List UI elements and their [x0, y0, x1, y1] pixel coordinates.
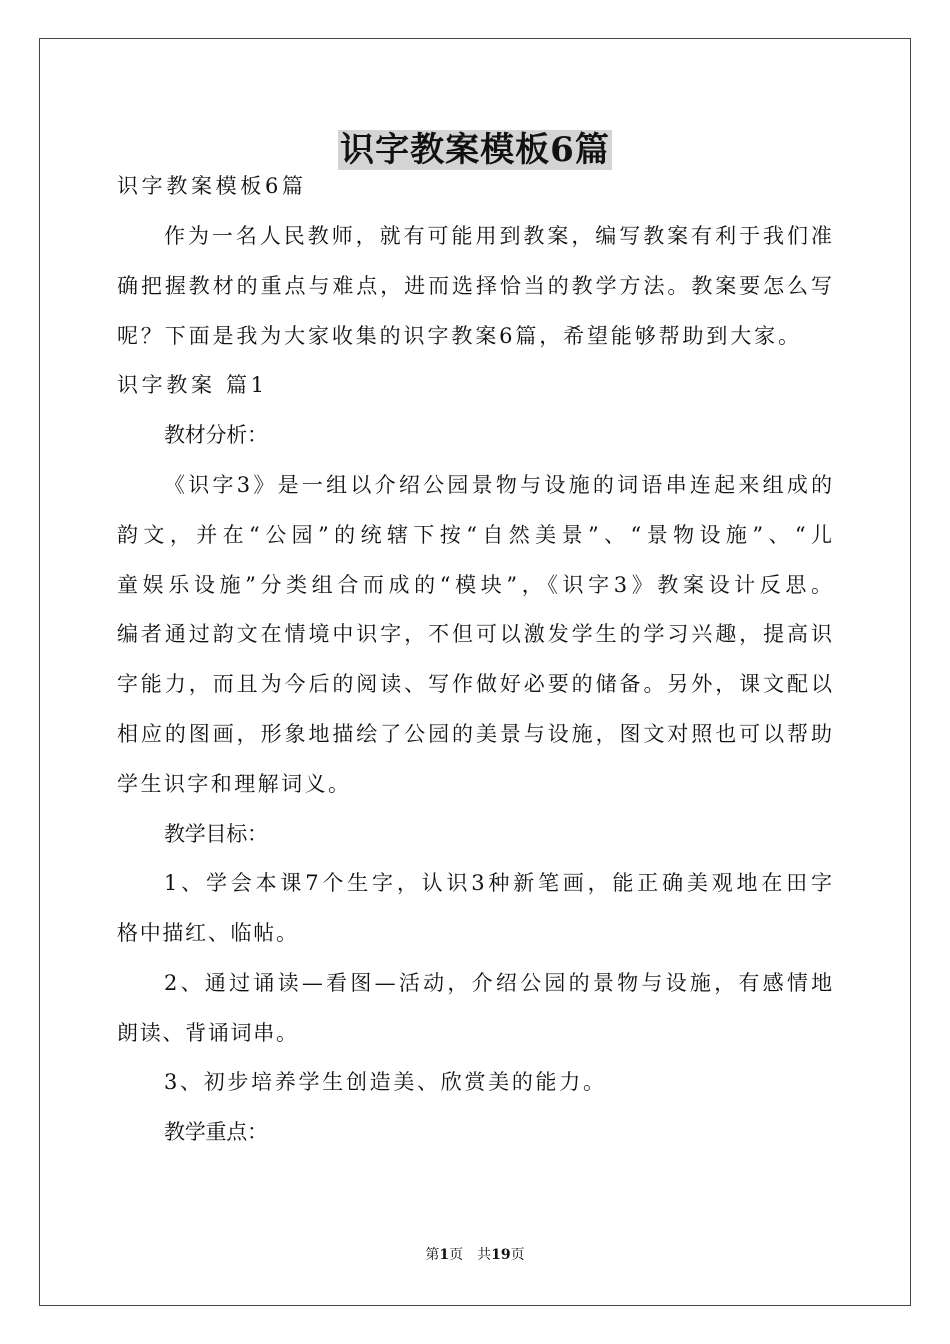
text-line: 确把握教材的重点与难点，进而选择恰当的教学方法。教案要怎么写	[117, 274, 835, 298]
text-line: 2、通过诵读—看图—活动，介绍公园的景物与设施，有感情地	[164, 971, 836, 995]
page-footer	[0, 1246, 950, 1264]
document-title: 识字教案模板6篇	[340, 130, 610, 170]
text-line: 教材分析：	[164, 423, 268, 447]
text-line: 呢？下面是我为大家收集的识字教案6篇，希望能够帮助到大家。	[117, 324, 802, 348]
text-line: 识字教案 篇1	[117, 373, 268, 397]
footer-page-number: 1	[439, 1247, 450, 1263]
footer-mid: 页 共	[449, 1247, 492, 1263]
text-line: 编者通过韵文在情境中识字，不但可以激发学生的学习兴趣，提高识	[117, 622, 835, 646]
text-line: 3、初步培养学生创造美、欣赏美的能力。	[164, 1070, 607, 1094]
text-line: 《识字3》是一组以介绍公园景物与设施的词语串连起来组成的	[164, 473, 836, 497]
text-line: 教学重点：	[164, 1120, 268, 1144]
text-line: 相应的图画，形象地描绘了公园的美景与设施，图文对照也可以帮助	[117, 722, 835, 746]
text-line: 作为一名人民教师，就有可能用到教案，编写教案有利于我们准	[164, 224, 835, 248]
text-line: 1、学会本课7个生字，认识3种新笔画，能正确美观地在田字	[164, 871, 836, 895]
text-line: 格中描红、临帖。	[117, 921, 299, 945]
footer-total-pages: 19	[491, 1247, 511, 1263]
text-line: 韵文，并在“公园”的统辖下按“自然美景”、“景物设施”、“儿	[117, 523, 838, 547]
footer-suffix: 页	[510, 1247, 525, 1263]
text-line: 朗读、背诵词串。	[117, 1021, 299, 1045]
text-line: 教学目标：	[164, 822, 268, 846]
text-line: 童娱乐设施”分类组合而成的“模块”，《识字3》教案设计反思。	[117, 573, 837, 597]
title-wrap	[0, 130, 950, 170]
text-line: 字能力，而且为今后的阅读、写作做好必要的储备。另外，课文配以	[117, 672, 835, 696]
text-line: 识字教案模板6篇	[117, 174, 307, 198]
text-line: 学生识字和理解词义。	[117, 772, 352, 796]
footer-prefix: 第	[425, 1247, 440, 1263]
